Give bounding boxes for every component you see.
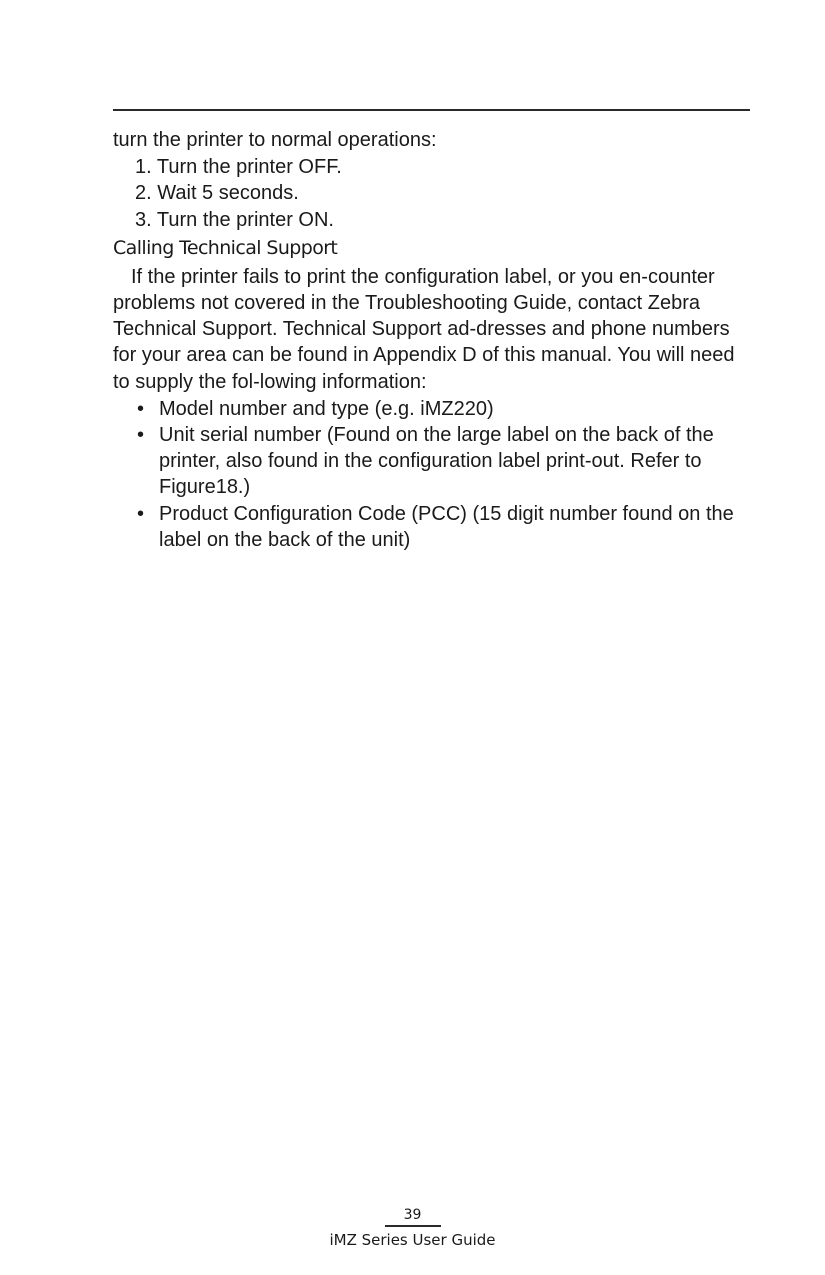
- bullet-item: [113, 396, 750, 422]
- step-item: 1. Turn the printer OFF.: [135, 156, 342, 179]
- bullet-text: Unit serial number (Found on the large label on the back of the printer, also found in the configuration label print-out. Refer to Figure18.): [159, 424, 714, 499]
- info-bullet-list: [113, 396, 750, 553]
- steps-list: [113, 154, 750, 233]
- bullet-item: [113, 501, 750, 553]
- page-content: [113, 127, 750, 553]
- step-item: 2. Wait 5 seconds.: [135, 182, 299, 205]
- top-rule: [113, 109, 750, 111]
- section-paragraph: If the printer fails to print the configuration label, or you en-counter problems not covered in the Troubleshooting Guide, contact Zebra Technical Support. Technical Support ad-dresses and phone numbers for your area can be found in Appendix D of this manual. You will need to supply the fol-lowing information:: [113, 265, 735, 393]
- bullet-text: Model number and type (e.g. iMZ220): [159, 397, 494, 420]
- bullet-item: [113, 422, 750, 501]
- bullet-icon: •: [137, 397, 145, 420]
- footer-title: iMZ Series User Guide: [329, 1231, 496, 1249]
- section-heading: Calling Technical Support: [113, 236, 338, 259]
- footer-rule: [385, 1225, 441, 1227]
- intro-line: turn the printer to normal operations:: [113, 129, 437, 151]
- page-number: 39: [403, 1207, 422, 1223]
- bullet-icon: •: [137, 424, 145, 447]
- step-item: 3. Turn the printer ON.: [135, 208, 334, 231]
- bullet-icon: •: [137, 502, 145, 525]
- bullet-text: Product Configuration Code (PCC) (15 digit number found on the label on the back of the unit): [159, 502, 734, 551]
- page-footer: [0, 1205, 825, 1251]
